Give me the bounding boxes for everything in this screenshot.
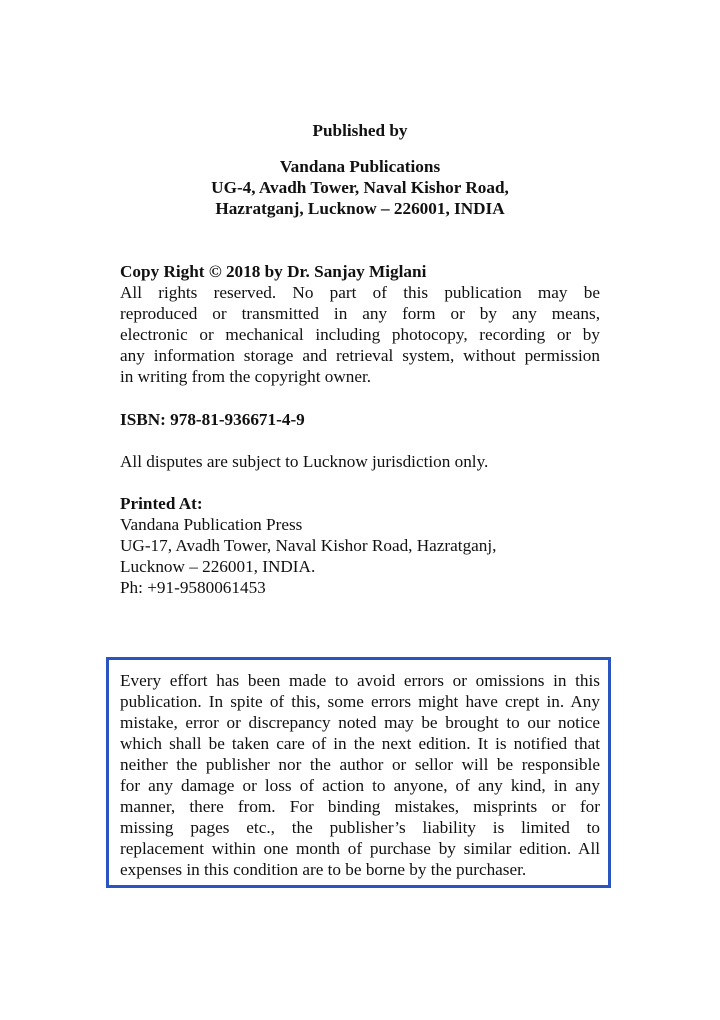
copyright-line: reproduced or transmitted in any form or by any means, bbox=[120, 304, 600, 323]
disclaimer-line: replacement within one month of purchase by similar edition. All bbox=[120, 839, 600, 858]
disclaimer-line: publication. In spite of this, some errors might have crept in. Any bbox=[120, 692, 600, 711]
printer-line: Ph: +91-9580061453 bbox=[120, 578, 266, 597]
copyright-line: any information storage and retrieval system, without permission bbox=[120, 346, 600, 365]
publisher-address-line: Hazratganj, Lucknow – 226001, INDIA bbox=[215, 199, 505, 218]
publisher-name: Vandana Publications bbox=[279, 157, 441, 176]
publisher-block bbox=[0, 156, 720, 219]
jurisdiction-note: All disputes are subject to Lucknow jurisdiction only. bbox=[120, 452, 489, 471]
disclaimer-line: Every effort has been made to avoid errors or omissions in this bbox=[120, 671, 600, 690]
printer-line: Vandana Publication Press bbox=[120, 515, 303, 534]
printer-line: UG-17, Avadh Tower, Naval Kishor Road, Hazratganj, bbox=[120, 536, 497, 555]
copyright-section bbox=[120, 261, 600, 387]
isbn: ISBN: 978-81-936671-4-9 bbox=[120, 410, 305, 429]
disclaimer-line: manner, there from. For binding mistakes, misprints or for bbox=[120, 797, 600, 816]
disclaimer-line: for any damage or loss of action to anyone, of any kind, in any bbox=[120, 776, 600, 795]
publisher-address-line: UG-4, Avadh Tower, Naval Kishor Road, bbox=[211, 178, 509, 197]
copyright-line: All rights reserved. No part of this publication may be bbox=[120, 283, 600, 302]
printer-heading: Printed At: bbox=[120, 494, 203, 513]
disclaimer-line: which shall be taken care of in the next edition. It is notified that bbox=[120, 734, 600, 753]
copyright-line: in writing from the copyright owner. bbox=[120, 367, 372, 386]
disclaimer-line: mistake, error or discrepancy noted may be brought to our notice bbox=[120, 713, 600, 732]
disclaimer-box bbox=[106, 657, 611, 888]
copyright-heading: Copy Right © 2018 by Dr. Sanjay Miglani bbox=[120, 262, 427, 281]
printer-line: Lucknow – 226001, INDIA. bbox=[120, 557, 316, 576]
copyright-line: electronic or mechanical including photocopy, recording or by bbox=[120, 325, 600, 344]
disclaimer-line: neither the publisher nor the author or sellor will be responsible bbox=[120, 755, 600, 774]
disclaimer-line: expenses in this condition are to be borne by the purchaser. bbox=[120, 860, 527, 879]
published-by-heading: Published by bbox=[312, 121, 408, 140]
printer-section bbox=[120, 493, 600, 598]
disclaimer-line: missing pages etc., the publisher’s liability is limited to bbox=[120, 818, 600, 837]
